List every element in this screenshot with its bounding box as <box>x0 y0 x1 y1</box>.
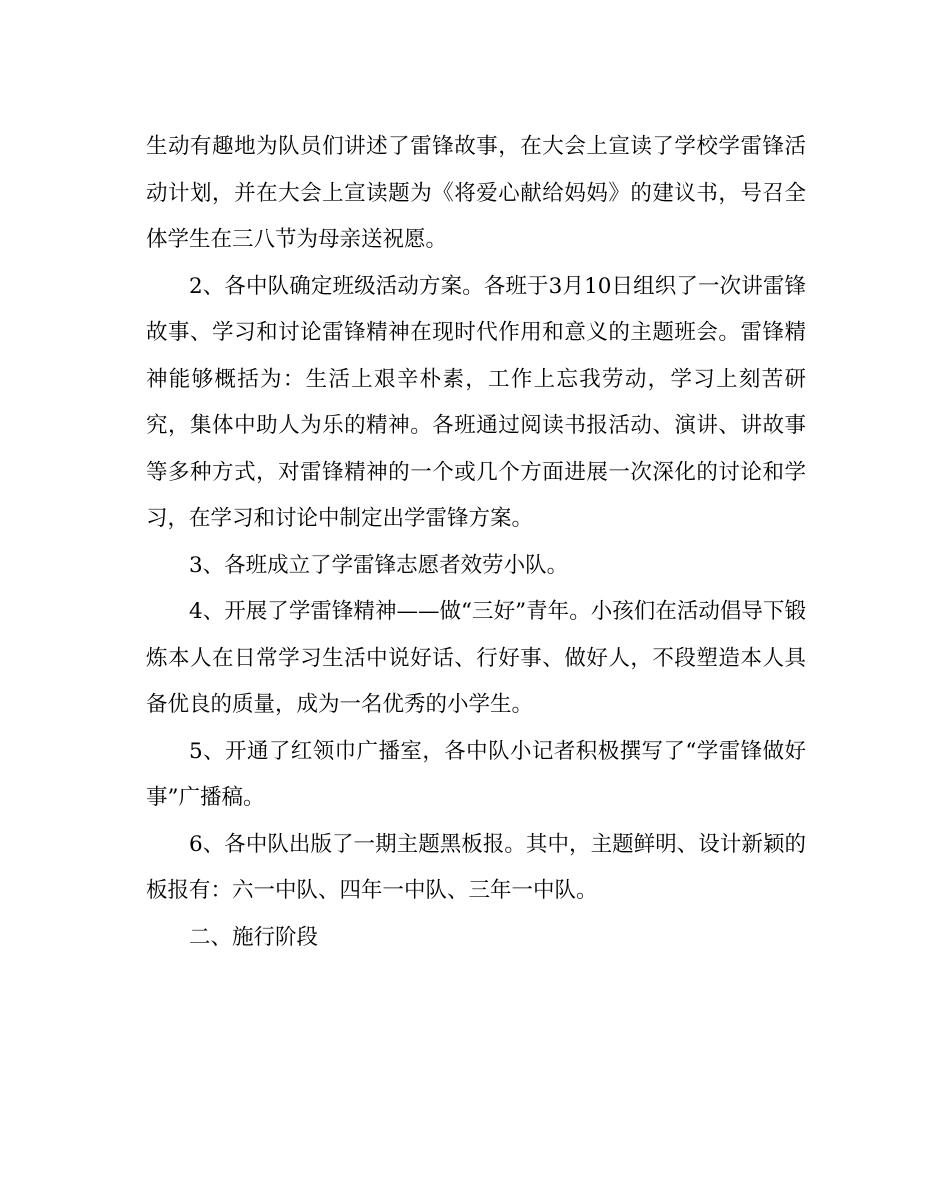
paragraph-item-5: 5、开通了红领巾广播室，各中队小记者积极撰写了“学雷锋做好事”广播稿。 <box>146 738 806 810</box>
paragraph-item-4: 4、开展了学雷锋精神——做“三好”青年。小孩们在活动倡导下锻炼本人在日常学习生活中说好话、行好事、做好人，不段塑造本人具备优良的质量，成为一名优秀的小学生。 <box>146 599 806 717</box>
paragraph-item-2: 2、各中队确定班级活动方案。各班于3月10日组织了一次讲雷锋故事、学习和讨论雷锋精神在现时代作用和意义的主题班会。雷锋精神能够概括为：生活上艰辛朴素，工作上忘我劳动，学习上刻苦研究，集体中助人为乐的精神。各班通过阅读书报活动、演讲、讲故事等多种方式，对雷锋精神的一个或几个方面进展一次深化的讨论和学习，在学习和讨论中制定出学雷锋方案。 <box>146 273 806 531</box>
section-heading-implementation: 二、施行阶段 <box>189 924 319 950</box>
paragraph-continuation: 生动有趣地为队员们讲述了雷锋故事，在大会上宣读了学校学雷锋活动计划，并在大会上宣读题为《将爱心献给妈妈》的建议书，号召全体学生在三八节为母亲送祝愿。 <box>146 134 806 252</box>
document-body <box>146 124 806 961</box>
paragraph-item-3: 3、各班成立了学雷锋志愿者效劳小队。 <box>189 552 569 578</box>
paragraph-item-6: 6、各中队出版了一期主题黑板报。其中，主题鲜明、设计新颖的板报有：六一中队、四年一中队、三年一中队。 <box>146 831 806 903</box>
